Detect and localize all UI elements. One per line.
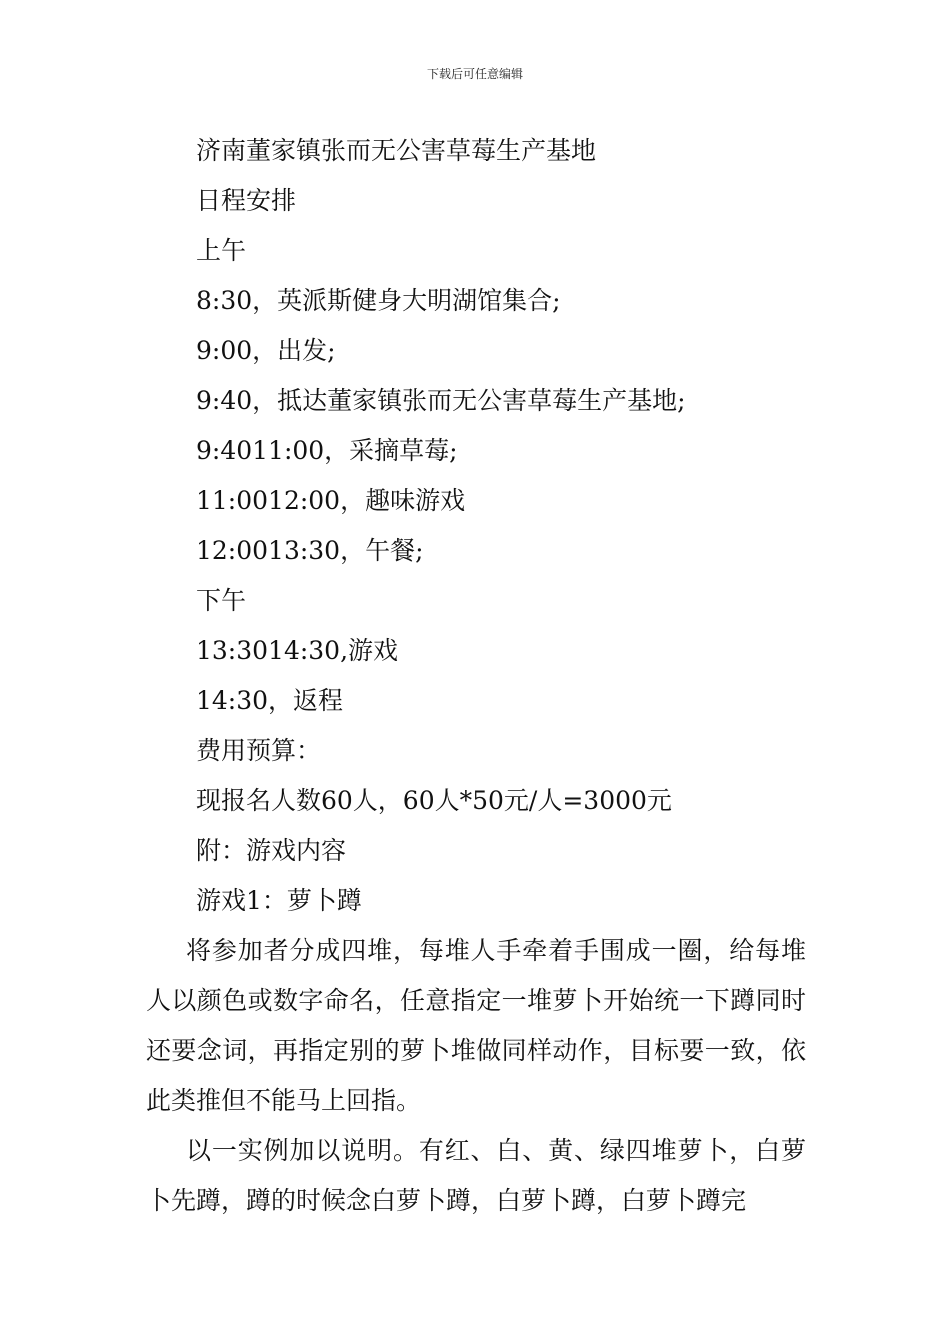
schedule-item: 13:3014:30,游戏 — [196, 636, 399, 665]
section-heading-budget: 费用预算： — [196, 736, 322, 765]
schedule-afternoon-label: 下午 — [196, 586, 247, 615]
game-example-paragraph: 以一实例加以说明。有红、白、黄、绿四堆萝卜，白萝卜先蹲，蹲的时候念白萝卜蹲，白萝卜蹲，白萝卜蹲完 — [146, 1136, 806, 1215]
schedule-item: 9:00，出发; — [196, 336, 336, 365]
game-title: 游戏1：萝卜蹲 — [196, 886, 362, 915]
schedule-item: 9:40，抵达董家镇张而无公害草莓生产基地; — [196, 386, 686, 415]
schedule-item: 11:0012:00，趣味游戏 — [196, 486, 466, 515]
section-heading-schedule: 日程安排 — [196, 186, 297, 215]
document-body — [146, 126, 806, 1226]
document-title: 济南董家镇张而无公害草莓生产基地 — [196, 136, 597, 165]
schedule-item: 12:0013:30，午餐; — [196, 536, 424, 565]
section-heading-appendix: 附：游戏内容 — [196, 836, 347, 865]
game-rules-paragraph: 将参加者分成四堆，每堆人手牵着手围成一圈，给每堆人以颜色或数字命名，任意指定一堆萝卜开始统一下蹲同时还要念词，再指定别的萝卜堆做同样动作，目标要一致，依此类推但不能马上回指。 — [146, 936, 806, 1115]
budget-line: 现报名人数60人，60人*50元/人=3000元 — [196, 786, 672, 815]
schedule-item: 9:4011:00，采摘草莓; — [196, 436, 458, 465]
page-header-note: 下载后可任意编辑 — [426, 67, 523, 81]
schedule-item: 14:30，返程 — [196, 686, 344, 715]
schedule-item: 8:30，英派斯健身大明湖馆集合; — [196, 286, 561, 315]
schedule-morning-label: 上午 — [196, 236, 247, 265]
